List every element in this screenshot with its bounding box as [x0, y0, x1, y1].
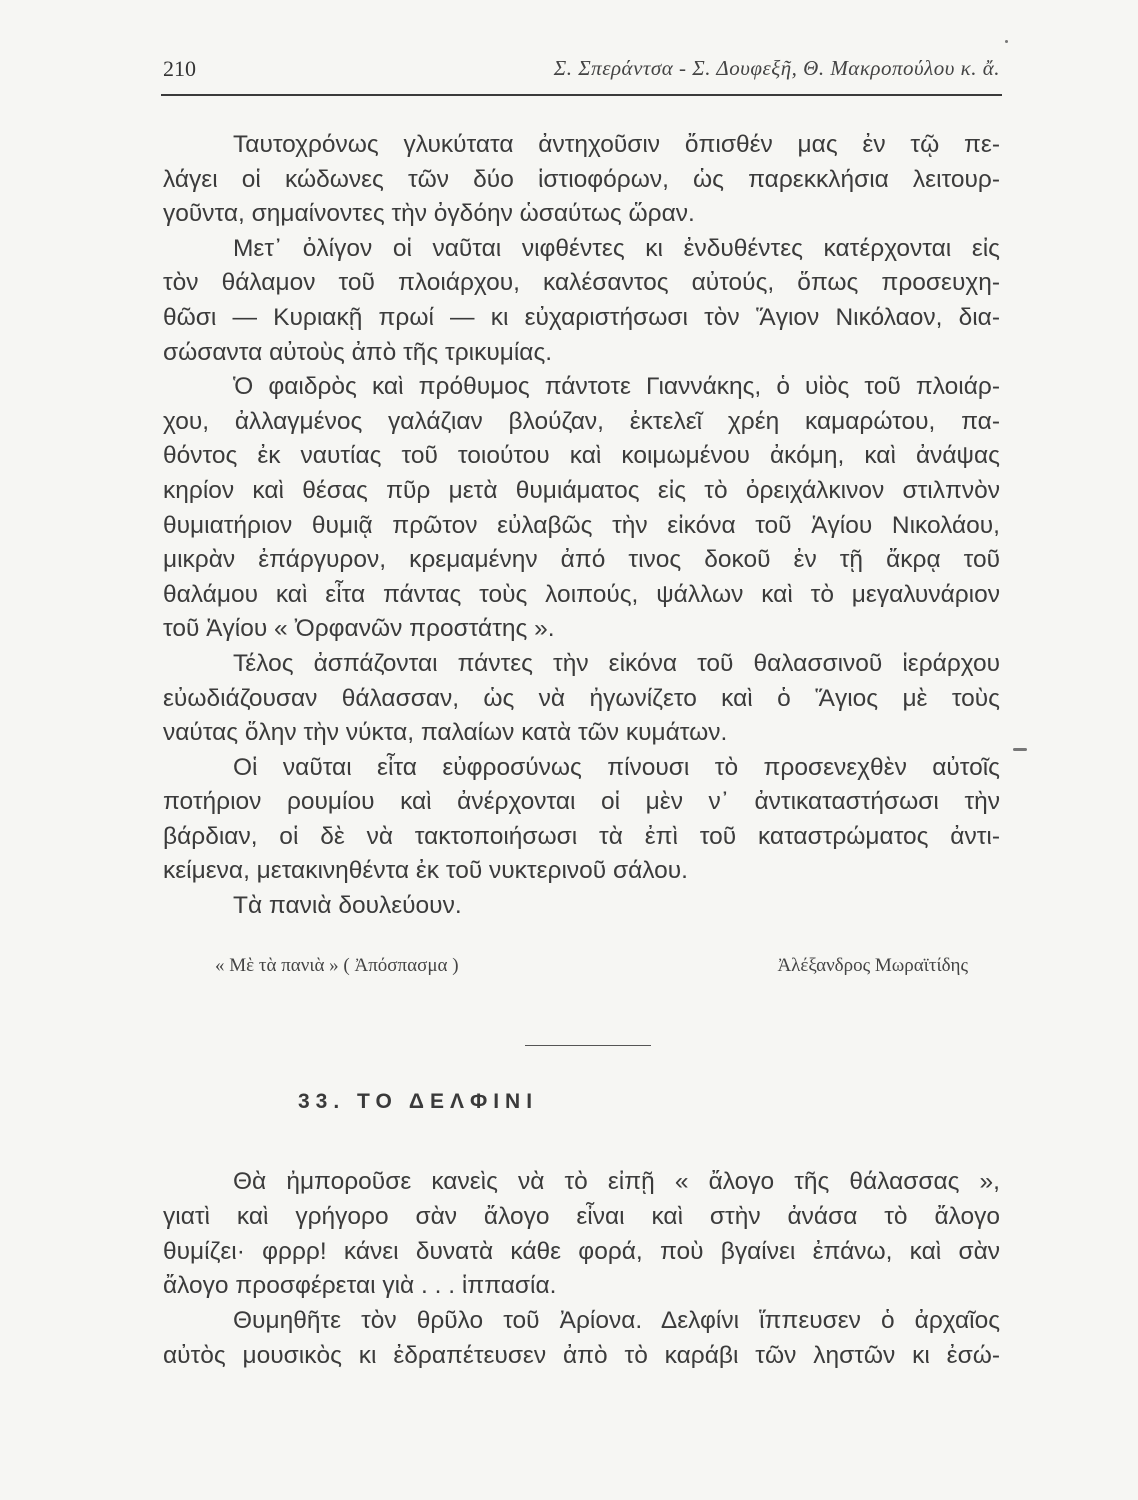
- text-line: ναύτας ὅλην τὴν νύκτα, παλαίων κατὰ τῶν κυμάτων.: [163, 719, 728, 747]
- text-line: χου, ἀλλαγμένος γαλάζιαν βλούζαν, ἐκτελεῖ χρέη καμαρώτου, πα-: [163, 407, 1000, 435]
- text-line: τοῦ Ἁγίου « Ὀρφανῶν προστάτης ».: [163, 615, 555, 643]
- text-line: Ταυτοχρόνως γλυκύτατα ἀντηχοῦσιν ὄπισθέν μας ἐν τῷ πε-: [233, 131, 1000, 158]
- text-line: Ὁ φαιδρὸς καὶ πρόθυμος πάντοτε Γιαννάκης, ὁ υἱὸς τοῦ πλοιάρ-: [233, 373, 1000, 401]
- text-line: θαλάμου καὶ εἶτα πάντας τοὺς λοιπούς, ψάλλων καὶ τὸ μεγαλυνάριον: [163, 580, 1000, 608]
- text-line: γιατὶ καὶ γρήγορο σὰν ἄλογο εἶναι καὶ στὴν ἀνάσα τὸ ἄλογο: [163, 1202, 1000, 1230]
- text-line: Τὰ πανιὰ δουλεύουν.: [233, 892, 462, 920]
- text-line: εὐωδιάζουσαν θάλασσαν, ὡς νὰ ἠγωνίζετο καὶ ὁ Ἅγιος μὲ τοὺς: [163, 684, 1000, 712]
- text-line: ἄλογο προσφέρεται γιὰ . . . ἱππασία.: [163, 1272, 557, 1300]
- text-line: λάγει οἱ κώδωνες τῶν δύο ἱστιοφόρων, ὡς παρεκκλήσια λειτουρ-: [163, 165, 1000, 193]
- text-line: τὸν θάλαμον τοῦ πλοιάρχου, καλέσαντος αὐτούς, ὅπως προσευχη-: [163, 269, 1000, 297]
- text-line: Θυμηθῆτε τὸν θρῦλο τοῦ Ἀρίονα. Δελφίνι ἵππευσεν ὁ ἀρχαῖος: [233, 1307, 1000, 1335]
- text-line: γοῦντα, σημαίνοντες τὴν ὀγδόην ὡσαύτως ὥραν.: [163, 200, 695, 228]
- text-line: θυμιατήριον θυμιᾷ πρῶτον εὐλαβῶς τὴν εἰκόνα τοῦ Ἁγίου Νικολάου,: [163, 511, 1000, 539]
- running-title: Σ. Σπεράντσα - Σ. Δουφεξῆ, Θ. Μακροπούλου κ. ἄ.: [553, 56, 1000, 80]
- scan-speck: [1005, 40, 1008, 43]
- section-separator: [525, 1045, 651, 1046]
- text-line: κείμενα, μετακινηθέντα ἐκ τοῦ νυκτερινοῦ σάλου.: [163, 857, 688, 885]
- text-line: θυμίζει· φρρρ! κάνει δυνατὰ κάθε φορά, ποὺ βγαίνει ἐπάνω, καὶ σὰν: [163, 1237, 1000, 1265]
- chapter-text: [163, 1165, 1000, 1374]
- attribution-author: Ἀλέξανδρος Μωραϊτίδης: [777, 955, 968, 976]
- story-text: [163, 128, 1000, 924]
- text-line: θόντος ἐκ ναυτίας τοῦ τοιούτου καὶ κοιμωμένου ἀκόμη, καὶ ἀνάψας: [163, 442, 1000, 470]
- text-line: κηρίον καὶ θέσας πῦρ μετὰ θυμιάματος εἰς τὸ ὀρειχάλκινον στιλπνὸν: [163, 476, 1000, 504]
- text-line: Οἱ ναῦται εἶτα εὐφροσύνως πίνουσι τὸ προσενεχθὲν αὐτοῖς: [233, 753, 1000, 781]
- text-line: Μετ᾽ ὀλίγον οἱ ναῦται νιφθέντες κι ἐνδυθέντες κατέρχονται εἰς: [233, 234, 1000, 262]
- text-line: μικρὰν ἐπάργυρον, κρεμαμένην ἀπό τινος δοκοῦ ἐν τῇ ἄκρᾳ τοῦ: [163, 546, 1000, 574]
- text-line: Τέλος ἀσπάζονται πάντες τὴν εἰκόνα τοῦ θαλασσινοῦ ἱεράρχου: [233, 649, 1000, 677]
- page-number: 210: [163, 56, 196, 81]
- text-line: σώσαντα αὐτοὺς ἀπὸ τῆς τρικυμίας.: [163, 338, 553, 366]
- header-rule: [161, 94, 1002, 96]
- attribution-source: « Μὲ τὰ πανιὰ » ( Ἀπόσπασμα ): [215, 955, 459, 976]
- text-line: αὐτὸς μουσικὸς κι ἐδραπέτευσεν ἀπὸ τὸ καράβι τῶν ληστῶν κι ἐσώ-: [163, 1341, 1000, 1369]
- text-line: ποτήριον ρουμίου καὶ ἀνέρχονται οἱ μὲν ν᾽ ἀντικαταστήσωσι τὴν: [163, 788, 1000, 816]
- text-line: θῶσι — Κυριακῇ πρωί — κι εὐχαριστήσωσι τὸν Ἅγιον Νικόλαον, δια-: [163, 303, 1000, 331]
- scan-mark: [1013, 748, 1027, 751]
- text-line: βάρδιαν, οἱ δὲ νὰ τακτοποιήσωσι τὰ ἐπὶ τοῦ καταστρώματος ἀντι-: [163, 822, 1000, 850]
- chapter-heading: 33. ΤΟ ΔΕΛΦΙΝΙ: [298, 1090, 539, 1113]
- text-line: Θὰ ἠμποροῦσε κανεὶς νὰ τὸ εἰπῇ « ἄλογο τῆς θάλασσας »,: [233, 1168, 1000, 1195]
